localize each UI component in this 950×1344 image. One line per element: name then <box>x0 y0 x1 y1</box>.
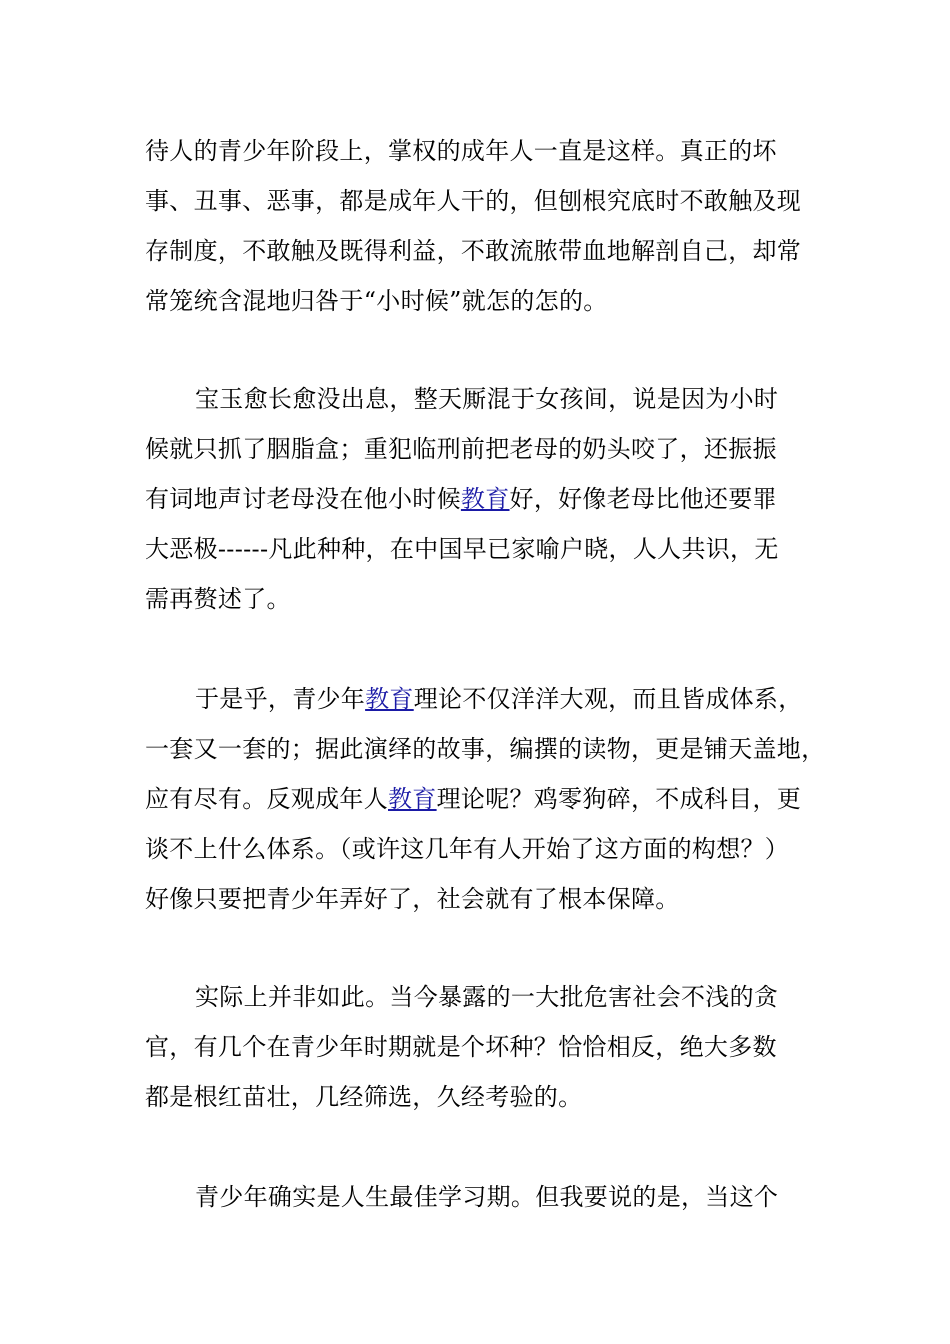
paragraph-line <box>145 874 815 924</box>
paragraph-line <box>145 824 815 874</box>
paragraph-line <box>145 126 815 176</box>
paragraph-line <box>145 774 815 824</box>
paragraph-4 <box>145 972 815 1122</box>
line-text: 好，好像老母比他还要罪 <box>509 485 777 513</box>
line-text: 于是乎，青少年 <box>195 685 366 713</box>
line-text: 候就只抓了胭脂盒；重犯临刑前把老母的奶头咬了，还振振 <box>145 435 777 463</box>
line-text: 理论不仅洋洋大观，而且皆成体系， <box>413 685 803 713</box>
line-text: 官，有几个在青少年时期就是个坏种？恰恰相反，绝大多数 <box>145 1033 777 1061</box>
paragraph-5 <box>145 1172 815 1222</box>
line-text: 常笼统含混地归咎于“小时候”就怎的怎的。 <box>145 287 608 315</box>
paragraph-line <box>145 374 815 424</box>
education-link[interactable]: 教育 <box>388 785 437 813</box>
line-text: 存制度，不敢触及既得利益，不敢流脓带血地解剖自己，却常 <box>145 237 802 265</box>
line-text: 需再赘述了。 <box>145 585 291 613</box>
line-text: 大恶极------凡此种种，在中国早已家喻户晓，人人共识，无 <box>145 535 779 563</box>
line-text: 事、丑事、恶事，都是成年人干的，但刨根究底时不敢触及现 <box>145 187 802 215</box>
paragraph-line <box>145 1172 815 1222</box>
line-text: 都是根红苗壮，几经筛选，久经考验的。 <box>145 1083 583 1111</box>
line-text: 有词地声讨老母没在他小时候 <box>145 485 461 513</box>
line-text: 青少年确实是人生最佳学习期。但我要说的是，当这个 <box>195 1183 779 1211</box>
line-text: 一套又一套的；据此演绎的故事，编撰的读物，更是铺天盖地， <box>145 735 826 763</box>
paragraph-1 <box>145 126 815 326</box>
paragraph-line <box>145 424 815 474</box>
paragraph-line <box>145 524 815 574</box>
paragraph-line <box>145 724 826 774</box>
paragraph-line <box>145 474 815 524</box>
line-text: 实际上并非如此。当今暴露的一大批危害社会不浅的贪 <box>195 983 779 1011</box>
paragraph-line <box>145 276 815 326</box>
paragraph-line <box>145 226 815 276</box>
paragraph-line <box>145 176 815 226</box>
paragraph-line <box>145 972 815 1022</box>
paragraph-3 <box>145 674 826 924</box>
line-text: 好像只要把青少年弄好了，社会就有了根本保障。 <box>145 885 680 913</box>
education-link[interactable]: 教育 <box>460 485 510 513</box>
line-text: 谈不上什么体系。（或许这几年有人开始了这方面的构想？） <box>145 835 790 863</box>
paragraph-line <box>145 1072 815 1122</box>
education-link[interactable]: 教育 <box>365 685 414 713</box>
line-text: 待人的青少年阶段上，掌权的成年人一直是这样。真正的坏 <box>145 137 777 165</box>
line-text: 宝玉愈长愈没出息，整天厮混于女孩间，说是因为小时 <box>195 385 779 413</box>
paragraph-line <box>145 674 815 724</box>
paragraph-2 <box>145 374 815 624</box>
paragraph-line <box>145 1022 815 1072</box>
line-text: 应有尽有。反观成年人 <box>145 785 388 813</box>
paragraph-line <box>145 574 815 624</box>
line-text: 理论呢？鸡零狗碎，不成科目，更 <box>436 785 802 813</box>
